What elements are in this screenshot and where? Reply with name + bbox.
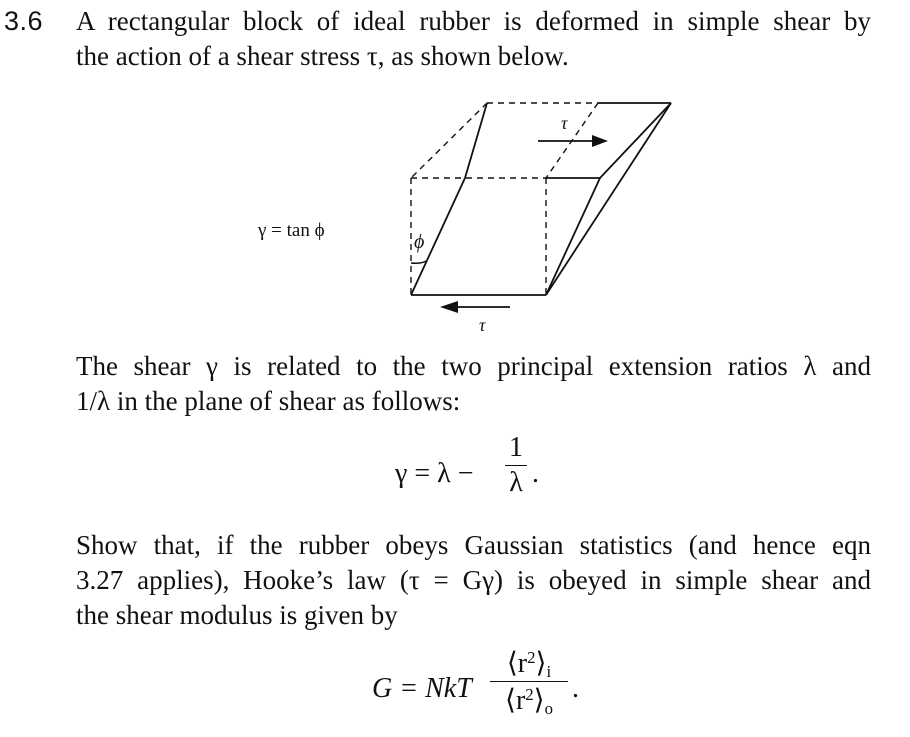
phi-label: ϕ	[414, 231, 425, 253]
intro-line-1: A rectangular block of ideal rubber is deformed in simple shear by	[76, 6, 871, 36]
intro-line-2: the action of a shear stress τ, as shown below.	[76, 41, 569, 71]
shear-relation-paragraph	[76, 349, 871, 419]
sheared-top-right-edge	[600, 103, 671, 178]
show-line-3: the shear modulus is given by	[76, 600, 398, 630]
gamma-definition-label: γ = tan ϕ	[258, 220, 325, 241]
sheared-front-right-edge	[546, 178, 600, 295]
tau-bottom-arrowhead	[440, 301, 458, 313]
fraction-denominator: λ	[509, 467, 523, 498]
show-that-paragraph	[76, 528, 871, 633]
one-over-lambda-fraction	[505, 432, 527, 499]
tau-top-arrowhead	[592, 135, 608, 147]
tau-top-label: τ	[561, 113, 568, 133]
show-line-1: Show that, if the rubber obeys Gaussian statistics (and hence eqn	[76, 530, 871, 560]
tau-bottom-label: τ	[479, 315, 486, 335]
phi-angle-arc	[411, 261, 426, 263]
equation-period: .	[532, 458, 539, 489]
shear-line-2: 1/λ in the plane of shear as follows:	[76, 386, 461, 416]
fraction-numerator: 1	[509, 432, 523, 463]
r-squared-ratio-fraction	[490, 646, 568, 717]
ratio-fraction-bar	[490, 681, 568, 682]
ratio-denominator: $⟨r^2⟩_o$	[505, 684, 553, 719]
modulus-equation-period: .	[572, 673, 579, 704]
shear-block-diagram	[230, 92, 690, 342]
shear-line-1: The shear γ is related to the two principal extension ratios λ and	[76, 351, 871, 381]
modulus-lhs-text: G = NkT	[372, 673, 472, 704]
problem-number: 3.6	[4, 6, 44, 36]
fraction-bar	[505, 465, 527, 466]
shear-equation-lhs: γ = λ −	[395, 458, 474, 489]
problem-intro	[76, 4, 871, 74]
modulus-equation-lhs	[372, 673, 472, 705]
ratio-numerator: $⟨r^2⟩_i$	[506, 647, 552, 682]
show-line-2: 3.27 applies), Hooke’s law (τ = Gγ) is obeyed in simple shear and	[76, 565, 871, 595]
